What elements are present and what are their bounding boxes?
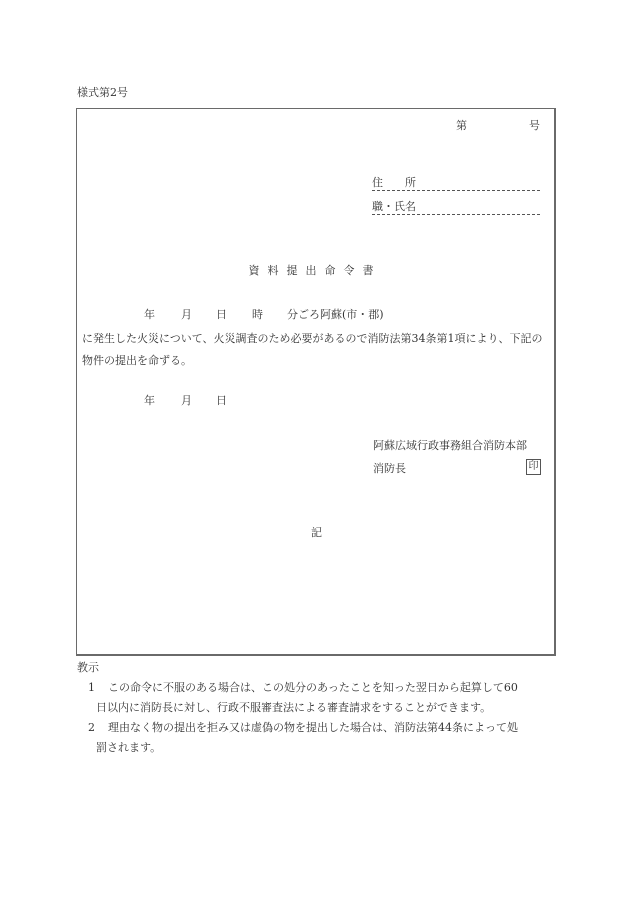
name-field[interactable] [372, 200, 540, 215]
incident-hour-label: 時 [252, 308, 263, 321]
form-number: 様式第2号 [77, 86, 128, 99]
document-number-suffix: 号 [529, 119, 540, 132]
issuer-title: 消防長 [373, 462, 406, 475]
notice-item-line: この命令に不服のある場合は、この処分のあったことを知った翌日から起算して60 [108, 681, 518, 694]
issue-month-label: 月 [181, 394, 192, 407]
incident-month-label: 月 [181, 308, 192, 321]
incident-minute-location: 分ごろ阿蘇(市・郡) [287, 308, 384, 321]
ki-heading: 記 [311, 526, 322, 539]
notice-item-line: 理由なく物の提出を拒み又は虚偽の物を提出した場合は、消防法第44条によって処 [108, 721, 518, 734]
notice-item-line: 日以内に消防長に対し、行政不服審査法による審査請求をすることができます。 [96, 701, 492, 714]
issue-day-label: 日 [216, 394, 227, 407]
notice-item-number: 2 [88, 721, 95, 734]
seal-mark: 印 [526, 459, 541, 475]
notice-item-1 [82, 678, 552, 718]
order-body-text: に発生した火災について、火災調査のため必要があるので消防法第34条第1項により、下記の物件の提出を命ずる。 [82, 332, 543, 367]
notice-label: 教示 [77, 661, 99, 674]
issuer-organization: 阿蘇広域行政事務組合消防本部 [373, 439, 527, 452]
notice-item-line: 罰されます。 [96, 741, 162, 754]
incident-year-label: 年 [144, 308, 155, 321]
notice-item-number: 1 [88, 681, 95, 694]
address-field[interactable] [372, 176, 540, 191]
address-label: 住 所 [372, 176, 416, 189]
incident-day-label: 日 [216, 308, 227, 321]
issue-year-label: 年 [144, 394, 155, 407]
document-title: 資料提出命令書 [248, 264, 382, 277]
notice-item-2 [82, 718, 552, 758]
name-label: 職・氏名 [372, 200, 416, 213]
document-number-prefix: 第 [456, 119, 467, 132]
